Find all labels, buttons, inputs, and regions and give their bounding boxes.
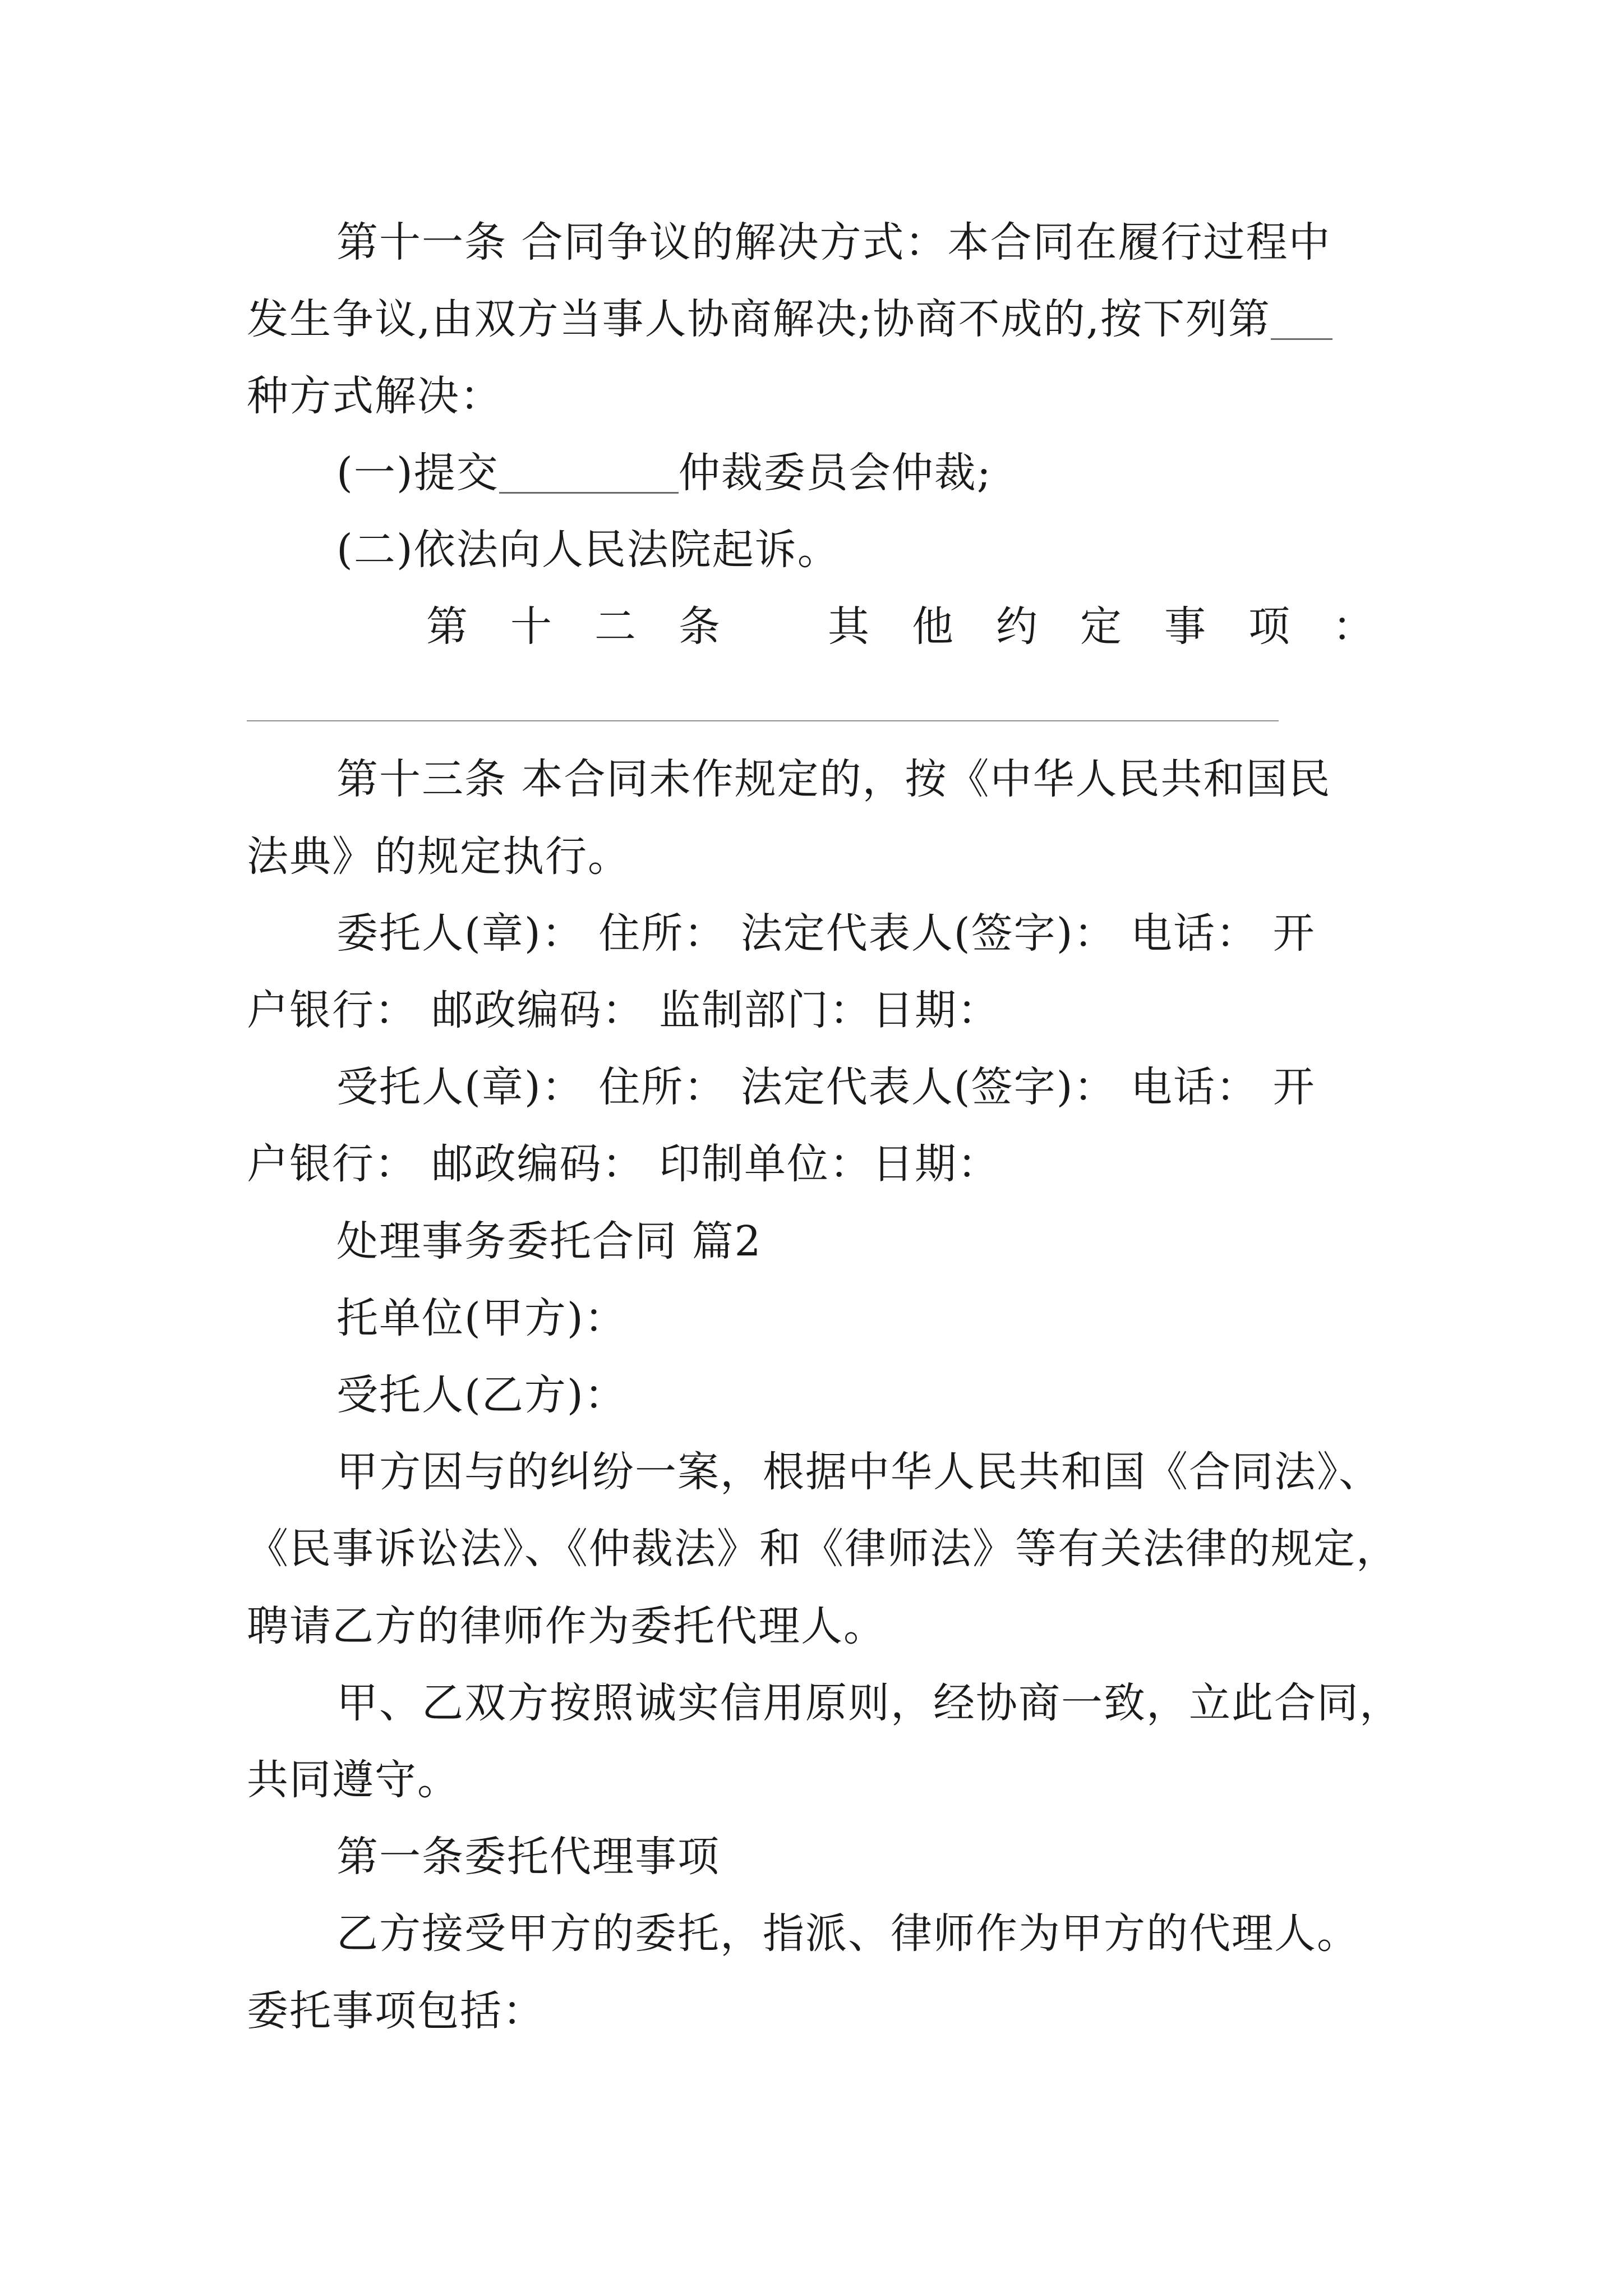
article-12-heading <box>426 602 1374 651</box>
arbitration-option: (一)提交 仲裁委员会仲裁; <box>336 449 992 497</box>
good-faith-line-2: 共同遵守。 <box>247 1756 460 1804</box>
article-11-line-3: 种方式解决： <box>247 372 502 420</box>
article-12-char: 第 <box>426 602 468 651</box>
article-1-heading: 第一条委托代理事项 <box>336 1833 720 1881</box>
article-12-char: 其 <box>828 602 869 651</box>
article-12-char: 事 <box>1164 602 1206 651</box>
blank-arbitration-underline <box>499 453 679 494</box>
article-12-char: ： <box>1332 602 1374 651</box>
preamble-line-3: 聘请乙方的律师作为委托代理人。 <box>247 1602 886 1650</box>
agent-sign-line-2: 户银行： 邮政编码： 印制单位：日期： <box>247 1140 1000 1188</box>
article-1-line-2: 委托事项包括： <box>247 1987 545 2035</box>
article-13-line-2: 法典》的规定执行。 <box>247 832 630 881</box>
article-12-char: 他 <box>912 602 953 651</box>
litigation-option: (二)依法向人民法院起诉。 <box>336 526 840 574</box>
preamble-line-1: 甲方因与的纠纷一案，根据中华人民共和国《合同法》、 <box>336 1448 1381 1496</box>
preamble-line-2: 《民事诉讼法》、《仲裁法》和《律师法》等有关法律的规定， <box>247 1525 1399 1573</box>
blank-choice-underline <box>1271 299 1332 340</box>
article-12-char: 十 <box>510 602 552 651</box>
party-a-label: 托单位(甲方)： <box>336 1294 627 1342</box>
article-12-char: 约 <box>996 602 1038 651</box>
article-12-char: 项 <box>1248 602 1290 651</box>
article-1-line-1: 乙方接受甲方的委托，指派、律师作为甲方的代理人。 <box>336 1910 1359 1958</box>
principal-sign-line-1: 委托人(章)： 住所： 法定代表人(签字)： 电话： 开 <box>336 909 1316 958</box>
article-11-line-2: 发生争议,由双方当事人协商解决;协商不成的,按下列第 <box>247 298 1332 340</box>
principal-sign-line-2: 户银行： 邮政编码： 监制部门：日期： <box>247 986 1000 1034</box>
article-13-line-1: 第十三条 本合同未作规定的，按《中华人民共和国民 <box>336 755 1331 803</box>
party-b-label: 受托人(乙方)： <box>336 1371 627 1419</box>
section-title: 处理事务委托合同 篇2 <box>336 1217 762 1266</box>
article-12-char: 条 <box>679 602 720 651</box>
article-11-line-1: 第十一条 合同争议的解决方式：本合同在履行过程中 <box>336 218 1331 266</box>
article-12-char: 二 <box>594 602 636 651</box>
article-12-char: 定 <box>1080 602 1122 651</box>
agent-sign-line-1: 受托人(章)： 住所： 法定代表人(签字)： 电话： 开 <box>336 1063 1316 1111</box>
good-faith-line-1: 甲、乙双方按照诚实信用原则，经协商一致，立此合同， <box>336 1679 1402 1727</box>
article-12-blank-line <box>247 720 1279 721</box>
article-12-gap <box>763 606 785 647</box>
